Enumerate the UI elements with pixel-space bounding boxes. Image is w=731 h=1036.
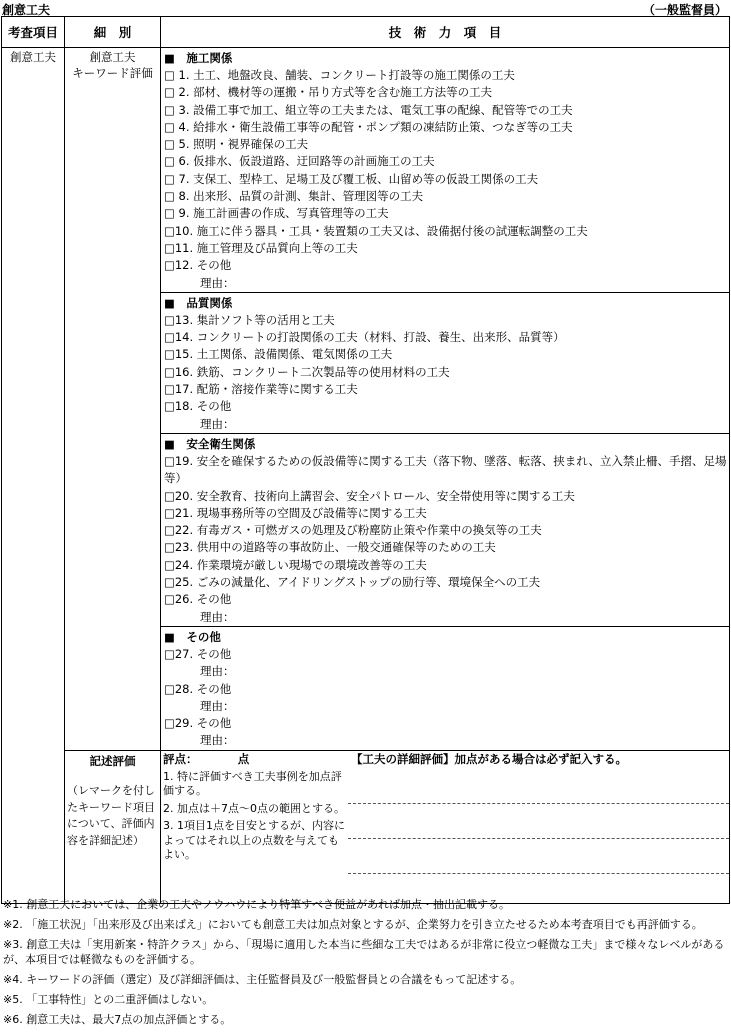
- page-header: [0, 0, 731, 16]
- checkbox-item[interactable]: □23. 供用中の道路等の事故防止、一般交通確保等のための工夫: [164, 540, 496, 555]
- section-title: ■ 品質関係: [164, 295, 233, 310]
- keyword-eval-cell: [65, 48, 161, 751]
- checkbox-item[interactable]: □ 9. 施工計画書の作成、写真管理等の工夫: [164, 206, 389, 221]
- checkbox-item[interactable]: □ 4. 給排水・衛生設備工事等の配管・ポンプ類の凍結防止策、つなぎ等の工夫: [164, 119, 573, 134]
- score-note: 1. 特に評価すべき工夫事例を加点評価する。: [163, 769, 342, 798]
- page-title: 創意工夫: [2, 3, 51, 17]
- evaluation-table: [1, 16, 730, 904]
- checkbox-item[interactable]: □19. 安全を確保するための仮設備等に関する工夫（落下物、墜落、転落、挟まれ、立入禁止柵、手摺、足場等）: [164, 453, 727, 486]
- checkbox-item[interactable]: □12. その他: [164, 258, 232, 273]
- checkbox-item[interactable]: □29. その他: [164, 716, 232, 731]
- section-safety: [161, 433, 730, 626]
- keyword-eval-label: 創意工夫 キーワード評価: [72, 50, 153, 80]
- checkbox-item[interactable]: □10. 施工に伴う器具・工具・装置類の工夫又は、設備据付後の試運転調整の工夫: [164, 223, 588, 238]
- column-header-item: 考査項目: [2, 17, 65, 48]
- section-construction: [161, 48, 730, 293]
- checkbox-item[interactable]: □11. 施工管理及び品質向上等の工夫: [164, 240, 358, 255]
- checkbox-item[interactable]: □ 6. 仮排水、仮設道路、迂回路等の計画施工の工夫: [164, 154, 435, 169]
- checkbox-item[interactable]: □13. 集計ソフト等の活用と工夫: [164, 312, 335, 327]
- checkbox-item[interactable]: □18. その他: [164, 399, 232, 414]
- section-other: [161, 626, 730, 750]
- footnote: ※3. 創意工夫は「実用新案・特許クラス」から、「現場に適用した本当に些細な工夫ではあるが非常に役立つ軽微な工夫」まで様々なレベルがあるが、本項目では軽微なものを評価する。: [3, 938, 725, 966]
- checkbox-item[interactable]: □20. 安全教育、技術向上講習会、安全パトロール、安全帯使用等に関する工夫: [164, 488, 575, 503]
- checkbox-item[interactable]: □24. 作業環境が厳しい現場での環境改善等の工夫: [164, 557, 427, 572]
- checkbox-item[interactable]: □16. 鉄筋、コンクリート二次製品等の使用材料の工夫: [164, 364, 450, 379]
- description-title: 記述評価: [89, 753, 136, 768]
- footnote: ※2. 「施工状況」「出来形及び出来ばえ」においても創意工夫は加点対象とするが、企業努力を引き立たせるため本考査項目でも再評価する。: [3, 918, 703, 931]
- detail-line[interactable]: [348, 769, 729, 804]
- description-note: （レマークを付したキーワード項目について、評価内容を詳細記述）: [67, 784, 155, 847]
- section-title: ■ その他: [164, 629, 221, 644]
- checkbox-item[interactable]: □15. 土工関係、設備関係、電気関係の工夫: [164, 347, 393, 362]
- reason-label: 理由：: [200, 609, 235, 624]
- description-inner: [161, 751, 729, 903]
- section-title: ■ 安全衛生関係: [164, 436, 256, 451]
- checkbox-item[interactable]: □ 3. 設備工事で加工、組立等の工夫または、電気工事の配線、配管等での工夫: [164, 102, 573, 117]
- column-header-detail: 細 別: [65, 17, 161, 48]
- checkbox-item[interactable]: □27. その他: [164, 646, 232, 661]
- reason-label: 理由：: [200, 416, 235, 431]
- evaluator-label: （一般監督員）: [642, 3, 727, 17]
- detail-line[interactable]: [348, 804, 729, 839]
- description-area: [161, 750, 730, 903]
- section-title: ■ 施工関係: [164, 51, 233, 65]
- score-field[interactable]: 評点： 点: [163, 751, 250, 766]
- reason-label: 理由：: [200, 733, 235, 748]
- checkbox-item[interactable]: □ 8. 出来形、品質の計測、集計、管理図等の工夫: [164, 189, 424, 204]
- footnote: ※1. 創意工夫においては、企業の工夫やノウハウにより特筆すべき便益があれば加点・抽出記載する。: [3, 898, 510, 911]
- checkbox-item[interactable]: □14. コンクリートの打設関係の工夫（材料、打設、養生、出来形、品質等）: [164, 330, 565, 345]
- category-cell: 創意工夫: [2, 48, 65, 904]
- checkbox-item[interactable]: □21. 現場事務所等の空間及び設備等に関する工夫: [164, 505, 427, 520]
- score-box: [161, 751, 348, 903]
- section-quality: [161, 292, 730, 433]
- checkbox-item[interactable]: □22. 有毒ガス・可燃ガスの処理及び粉塵防止策や作業中の換気等の工夫: [164, 523, 542, 538]
- checkbox-item[interactable]: □28. その他: [164, 681, 232, 696]
- checkbox-item[interactable]: □ 1. 土工、地盤改良、舗装、コンクリート打設等の施工関係の工夫: [164, 68, 515, 82]
- checkbox-item[interactable]: □25. ごみの減量化、アイドリングストップの励行等、環境保全への工夫: [164, 575, 541, 590]
- checkbox-item[interactable]: □17. 配筋・溶接作業等に関する工夫: [164, 382, 358, 397]
- checkbox-item[interactable]: □ 7. 支保工、型枠工、足場工及び覆工板、山留め等の仮設工関係の工夫: [164, 171, 539, 186]
- footnote: ※4. キーワードの評価（選定）及び詳細評価は、主任監督員及び一般監督員との合議をもって記述する。: [3, 973, 522, 986]
- score-note: 2. 加点は＋7点～0点の範囲とする。: [163, 801, 345, 815]
- footnote: ※6. 創意工夫は、最大7点の加点評価とする。: [3, 1013, 232, 1026]
- footnote: ※5. 「工事特性」との二重評価はしない。: [3, 993, 214, 1006]
- reason-label: 理由：: [200, 698, 235, 713]
- reason-label: 理由：: [200, 275, 235, 290]
- detail-header: 【工夫の詳細評価】加点がある場合は必ず記入する。: [351, 751, 627, 766]
- column-header-tech: 技 術 力 項 目: [161, 17, 730, 48]
- detail-box: [348, 751, 729, 903]
- description-eval-cell: [65, 750, 161, 903]
- score-note: 3. 1項目1点を目安とするが、内容によってはそれ以上の点数を与えてもよい。: [163, 819, 345, 862]
- reason-label: 理由：: [200, 664, 235, 679]
- footnotes: [3, 897, 729, 1032]
- detail-line[interactable]: [348, 839, 729, 874]
- checkbox-item[interactable]: □ 5. 照明・視界確保の工夫: [164, 137, 309, 152]
- checkbox-item[interactable]: □26. その他: [164, 592, 232, 607]
- checkbox-item[interactable]: □ 2. 部材、機材等の運搬・吊り方式等を含む施工方法等の工夫: [164, 85, 493, 100]
